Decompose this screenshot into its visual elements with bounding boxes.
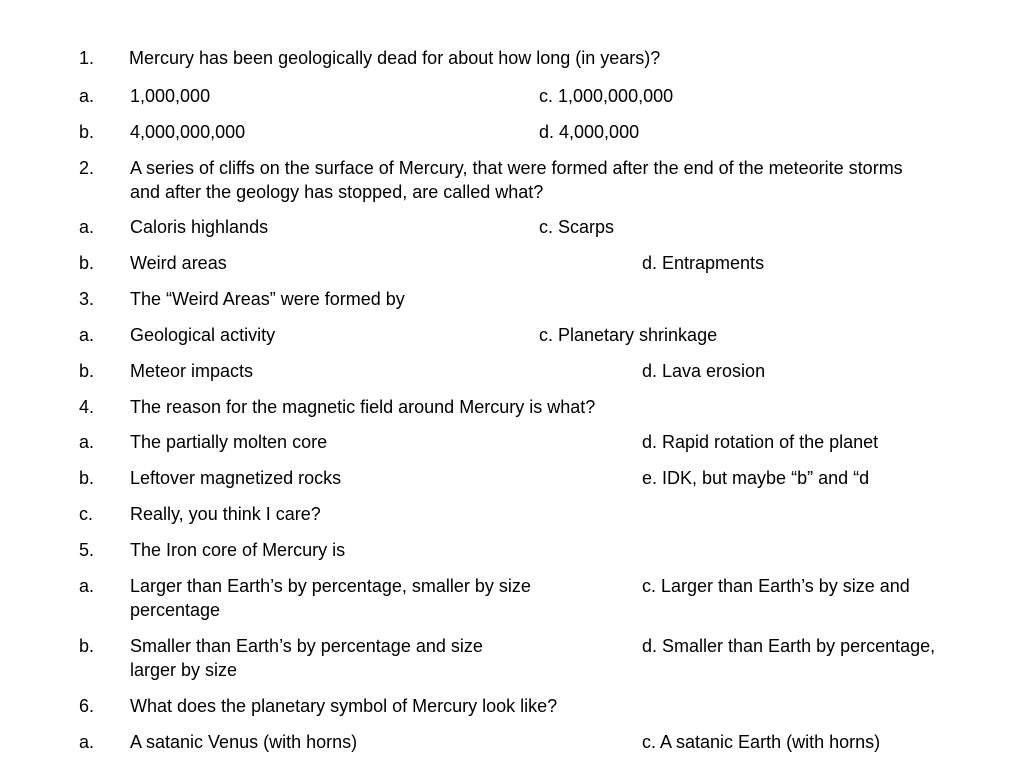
question-text: The “Weird Areas” were formed by — [130, 289, 405, 309]
question-number: 4. — [79, 397, 95, 417]
option-text: The partially molten core — [130, 432, 328, 452]
option-text: A satanic Venus (with horns) — [130, 732, 358, 752]
question-text-line-2: and after the geology has stopped, are called what? — [130, 182, 544, 202]
option-text: 4,000,000,000 — [130, 122, 246, 142]
option-continuation-text: percentage — [130, 600, 221, 620]
option-text: Caloris highlands — [130, 217, 269, 237]
option-right: d. 4,000,000 — [539, 122, 640, 142]
option-right: c. Scarps — [539, 217, 615, 237]
option-marker: b. — [79, 636, 95, 656]
option-marker: a. — [79, 432, 95, 452]
option-marker: a. — [79, 732, 95, 752]
option-right: e. IDK, but maybe “b” and “d — [642, 468, 870, 488]
option-marker: a. — [79, 325, 95, 345]
question-number: 5. — [79, 540, 95, 560]
option-marker: b. — [79, 361, 95, 381]
option-marker: a. — [79, 86, 95, 106]
question-text: The reason for the magnetic field around Mercury is what? — [130, 397, 596, 417]
option-marker: b. — [79, 122, 95, 142]
option-right: d. Smaller than Earth by percentage, — [642, 636, 936, 656]
option-marker: a. — [79, 217, 95, 237]
option-text: Meteor impacts — [130, 361, 254, 381]
option-marker: a. — [79, 576, 95, 596]
option-text: Weird areas — [130, 253, 227, 273]
option-right: c. Larger than Earth’s by size and — [642, 576, 910, 596]
option-text: Leftover magnetized rocks — [130, 468, 342, 488]
question-text-line-1: A series of cliffs on the surface of Mercury, that were formed after the end of the meteorite storms — [130, 158, 903, 178]
question-number: 6. — [79, 696, 95, 716]
question-number: 1. — [79, 48, 95, 68]
question-text: The Iron core of Mercury is — [130, 540, 346, 560]
option-text: Really, you think I care? — [130, 504, 321, 524]
option-text: 1,000,000 — [130, 86, 211, 106]
option-right: d. Entrapments — [642, 253, 765, 273]
option-right: c. A satanic Earth (with horns) — [642, 732, 881, 752]
option-continuation-text: larger by size — [130, 660, 238, 680]
option-right: d. Rapid rotation of the planet — [642, 432, 879, 452]
option-right: c. Planetary shrinkage — [539, 325, 718, 345]
option-marker: b. — [79, 468, 95, 488]
option-text: Smaller than Earth’s by percentage and size — [130, 636, 483, 656]
option-text: Geological activity — [130, 325, 276, 345]
question-text: Mercury has been geologically dead for about how long (in years)? — [129, 48, 661, 68]
question-number: 2. — [79, 158, 95, 178]
option-right: c. 1,000,000,000 — [539, 86, 674, 106]
option-text: Larger than Earth’s by percentage, smaller by size — [130, 576, 531, 596]
option-marker: b. — [79, 253, 95, 273]
question-text: What does the planetary symbol of Mercury look like? — [130, 696, 558, 716]
option-marker: c. — [79, 504, 94, 524]
question-number: 3. — [79, 289, 95, 309]
option-right: d. Lava erosion — [642, 361, 766, 381]
